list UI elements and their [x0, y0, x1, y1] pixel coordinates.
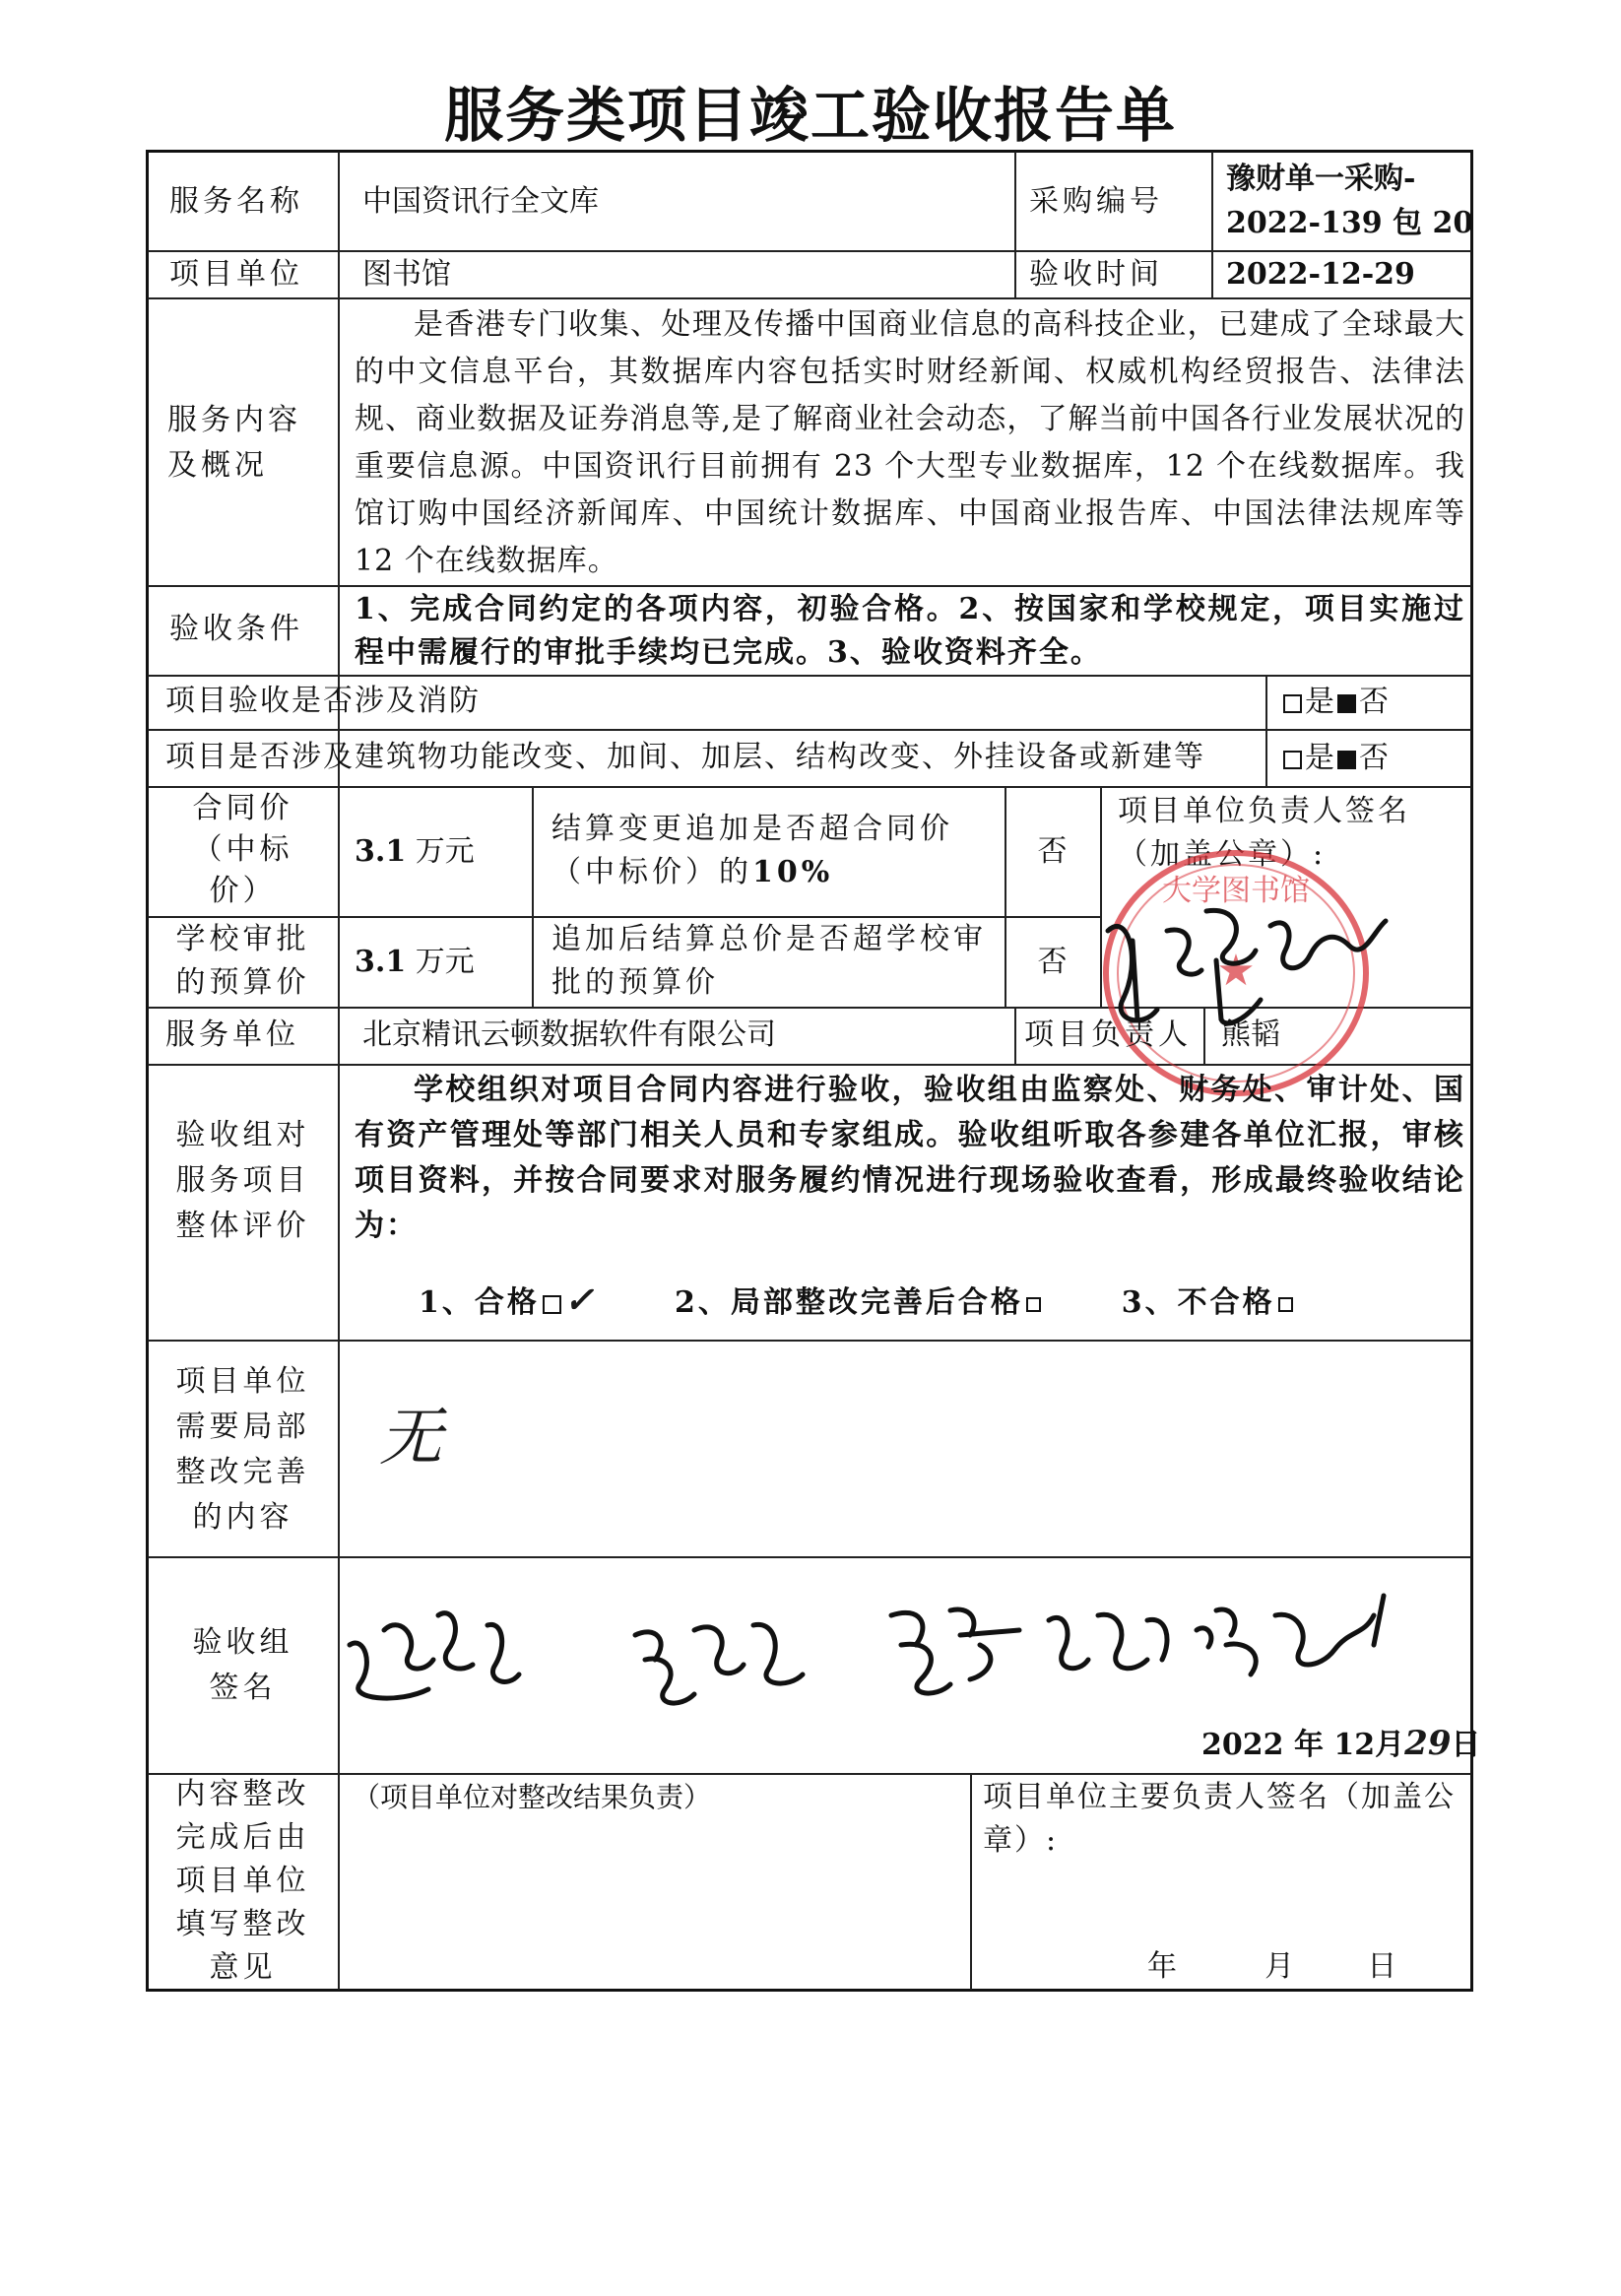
option-qualified-label: 1、合格 [419, 1285, 540, 1320]
option-qualified-check-mark: ✓ [563, 1279, 598, 1321]
contract-price-label-line3: 价） [209, 874, 277, 908]
contract-price-question-line1: 结算变更追加是否超合同价 [551, 812, 953, 846]
purchase-no-line2: 2022-139 包 20 [1226, 206, 1474, 240]
acceptance-time-label: 验收时间 [1029, 257, 1163, 292]
service-content-label-line1: 服务内容 [167, 403, 301, 437]
fire-protection-options [1280, 681, 1389, 724]
building-no-checkbox[interactable] [1337, 751, 1356, 769]
service-name-label: 服务名称 [169, 184, 303, 219]
group-sign-label-line2: 签名 [209, 1671, 277, 1705]
group-sign-date-day-unit: 日 [1451, 1728, 1481, 1762]
row-divider [148, 1773, 1471, 1775]
budget-price-question-line1: 追加后结算总价是否超学校审 [551, 922, 987, 956]
row-divider [148, 297, 1471, 299]
acceptance-conditions-label: 验收条件 [169, 612, 303, 646]
building-change-options [1280, 737, 1389, 780]
overall-evaluation-label [148, 1113, 338, 1249]
budget-price-question [551, 918, 995, 1005]
contract-price-value [355, 830, 475, 874]
project-unit-value: 图书馆 [362, 257, 451, 292]
overall-evaluation-label-line1: 验收组对 [175, 1118, 310, 1152]
row-divider [148, 786, 1471, 788]
svg-text:★: ★ [1216, 946, 1256, 996]
purchase-no-label: 采购编号 [1029, 184, 1163, 219]
row-divider [148, 250, 1471, 252]
row-divider [148, 585, 1471, 587]
option-qualified-checkbox[interactable] [543, 1295, 561, 1314]
row-divider [148, 675, 1471, 677]
fire-yes-checkbox[interactable] [1283, 694, 1302, 713]
contract-price-label-line1: 合同价 [192, 791, 293, 825]
building-yes-checkbox[interactable] [1283, 751, 1302, 769]
contract-price-label-line2: （中标 [192, 832, 293, 867]
project-leader-value: 熊韬 [1221, 1017, 1280, 1052]
overall-evaluation-label-line3: 整体评价 [175, 1209, 310, 1243]
evaluation-options [419, 1279, 1296, 1325]
fire-yes-label: 是 [1305, 685, 1334, 719]
building-change-question: 项目是否涉及建筑物功能改变、加间、加层、结构改变、外挂设备或新建等 [165, 740, 1205, 774]
rectification-label-line1: 项目单位 [175, 1364, 310, 1399]
contract-price-question-line2a: （中标价）的 [551, 855, 752, 889]
unit-head-sign-label-line1: 项目单位负责人签名 [1118, 794, 1410, 828]
fire-no-label: 否 [1359, 685, 1389, 719]
building-yes-label: 是 [1305, 741, 1334, 775]
purchase-no-line1: 豫财单一采购- [1226, 162, 1416, 196]
rectification-label-line4: 的内容 [192, 1500, 293, 1535]
contract-price-label [148, 788, 338, 912]
column-divider [970, 1773, 972, 1990]
column-divider [532, 786, 534, 1007]
contract-price-question-line2b: 10% [752, 855, 834, 889]
overall-evaluation-text: 学校组织对项目合同内容进行验收，验收组由监察处、财务处、审计处、国有资产管理处等部门相关人员和专家组成。验收组听取各参建各单位汇报，审核项目资料，并按合同要求对服务履约情况进行现场验收查看，形成最终验收结论为： [355, 1073, 1465, 1243]
completion-head-sign [983, 1776, 1470, 1863]
budget-price-number: 3.1 [355, 945, 407, 979]
budget-price-label-line2: 的预算价 [175, 965, 310, 1000]
group-sign-date-day: 29 [1404, 1724, 1452, 1763]
option-unqualified-checkbox[interactable] [1278, 1297, 1293, 1312]
column-divider [1014, 152, 1016, 297]
budget-price-question-line2: 批的预算价 [551, 965, 719, 1000]
group-sign-date-year-unit: 年 [1293, 1728, 1324, 1762]
seal-text: 大学图书馆 [1162, 874, 1310, 908]
option-rectify-label: 2、局部整改完善后合格 [674, 1285, 1023, 1320]
rectification-label [148, 1359, 338, 1541]
option-unqualified-label: 3、不合格 [1121, 1285, 1275, 1320]
completion-date-day: 日 [1367, 1949, 1397, 1984]
contract-price-question [551, 808, 995, 894]
option-rectify-checkbox[interactable] [1026, 1297, 1041, 1312]
completion-opinion-label-line5: 意见 [209, 1950, 277, 1985]
building-no-label: 否 [1359, 741, 1389, 775]
completion-opinion-label-line3: 项目单位 [175, 1864, 310, 1898]
row-divider [148, 1556, 1471, 1558]
acceptance-time-value: 2022-12-29 [1226, 257, 1415, 292]
unit-head-sign-label-line2: （加盖公章）: [1118, 837, 1327, 872]
completion-opinion-label [148, 1773, 338, 1990]
contract-price-unit: 万元 [406, 834, 475, 869]
completion-head-sign-line1: 项目单位主要负责人签名（加盖公 [983, 1780, 1456, 1814]
fire-no-checkbox[interactable] [1337, 694, 1356, 713]
row-divider [148, 729, 1471, 731]
budget-price-answer: 否 [1037, 945, 1068, 979]
page-title: 服务类项目竣工验收报告单 [444, 82, 1177, 151]
budget-price-label [148, 918, 338, 1005]
service-content-text: 是香港专门收集、处理及传播中国商业信息的高科技企业，已建成了全球最大的中文信息平台，其数据库内容包括实时财经新闻、权威机构经贸报告、法律法规、商业数据及证券消息等,是了解商业社会动态，了解当前中国各行业发展状况的重要信息源。中国资讯行目前拥有 23 个大型专业数据库，12 个在线数据库。我馆订购中国经济新闻库、中国统计数据库、中国商业报告库、中国法律法规库等 12 个在线数据库。 [355, 307, 1465, 578]
group-sign-label [148, 1620, 338, 1711]
completion-opinion-label-line2: 完成后由 [175, 1820, 310, 1855]
group-sign-date-month-unit: 月 [1375, 1728, 1405, 1762]
overall-evaluation-label-line2: 服务项目 [175, 1163, 310, 1198]
completion-opinion-note: （项目单位对整改结果负责） [353, 1781, 712, 1813]
contract-price-answer: 否 [1037, 834, 1068, 869]
contract-price-number: 3.1 [355, 834, 407, 869]
project-leader-label: 项目负责人 [1024, 1017, 1192, 1052]
rectification-label-line2: 需要局部 [175, 1410, 310, 1444]
row-divider [148, 1340, 1471, 1342]
budget-price-label-line1: 学校审批 [175, 922, 310, 956]
column-divider [1014, 1007, 1016, 1064]
service-unit-label: 服务单位 [165, 1017, 299, 1052]
group-sign-date-year: 2022 [1201, 1728, 1284, 1762]
group-sign-date [1201, 1722, 1480, 1767]
group-sign-date-month: 12 [1333, 1728, 1376, 1762]
column-divider [1265, 675, 1267, 786]
completion-date-year: 年 [1147, 1949, 1177, 1984]
fire-protection-question: 项目验收是否涉及消防 [165, 684, 481, 718]
completion-opinion-label-line4: 填写整改 [175, 1907, 310, 1941]
group-signatures [340, 1576, 1472, 1734]
rectification-handwritten: 无 [379, 1402, 442, 1475]
completion-date-month: 月 [1264, 1949, 1295, 1984]
service-name-value: 中国资讯行全文库 [362, 184, 599, 219]
completion-opinion-label-line1: 内容整改 [175, 1777, 310, 1811]
service-content-label-line2: 及概况 [167, 448, 268, 483]
budget-price-value [355, 941, 475, 984]
service-unit-value: 北京精讯云顿数据软件有限公司 [362, 1017, 776, 1052]
budget-price-unit: 万元 [406, 945, 475, 979]
rectification-label-line3: 整改完善 [175, 1455, 310, 1489]
completion-date [1147, 1945, 1396, 1989]
acceptance-conditions-text: 1、完成合同约定的各项内容，初验合格。2、按国家和学校规定，项目实施过程中需履行的审批手续均已完成。3、验收资料齐全。 [355, 592, 1465, 670]
completion-head-sign-line2: 章）: [983, 1823, 1059, 1858]
column-divider [1211, 152, 1213, 297]
group-sign-label-line1: 验收组 [192, 1625, 293, 1660]
project-unit-label: 项目单位 [169, 257, 303, 292]
